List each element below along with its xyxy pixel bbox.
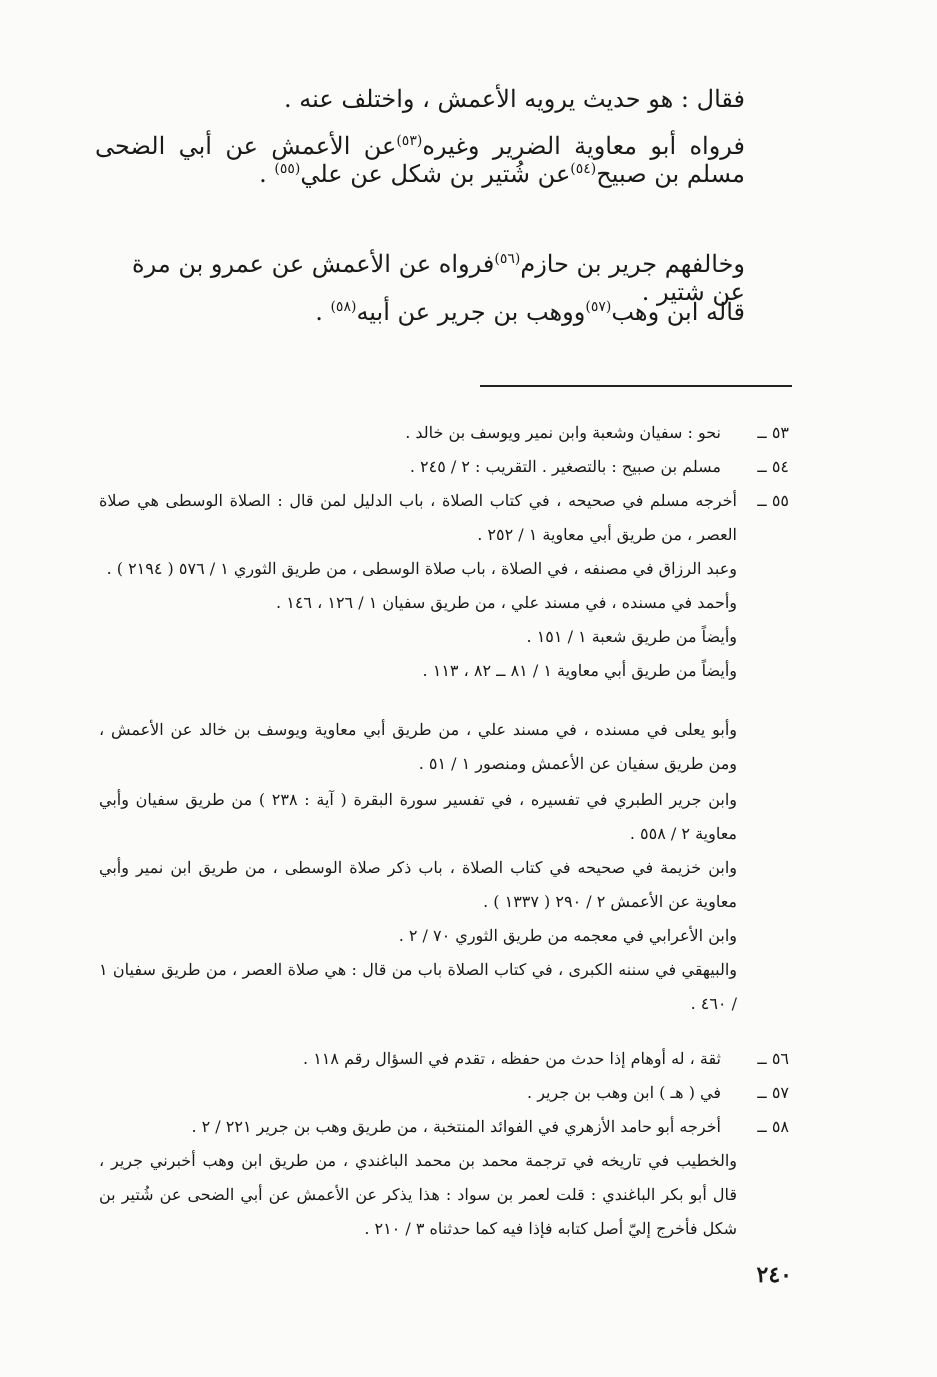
footnote-58-cont-1: والخطيب في تاريخه في ترجمة محمد بن محمد الباغندي ، من طريق ابن وهب أخبرني جرير ، قال أبو بكر الباغندي : قلت لعمر بن سواد : هذا يذكر عن الأعمش عن أبي الضحى عن شُتير بن شكل فأخرج إليّ أصل كتابه فإذا فيه كما حدثناه ٣ / ٢١٠ . [99,1151,737,1238]
footnote-55-cont-5: وأبو يعلى في مسنده ، في مسند علي ، من طريق أبي معاوية ويوسف بن خالد عن الأعمش ، ومن طريق سفيان عن الأعمش ومنصور ١ / ٥١ . [99,720,737,773]
footnote-55-text: أخرجه مسلم في صحيحه ، في كتاب الصلاة ، باب الدليل لمن قال : الصلاة الوسطى هي صلاة العصر ، من طريق أبي معاوية ١ / ٢٥٢ . [99,491,737,544]
footnote-text: ثقة ، له أوهام إذا حدث من حفظه ، تقدم في السؤال رقم ١١٨ . [303,1049,721,1068]
footnote-58 [99,1110,789,1144]
footnote-ref-57[interactable]: (٥٧) [585,299,612,315]
footnote-ref-58[interactable]: (٥٨) [330,299,357,315]
footnote-54 [99,450,789,484]
p2-text-d: . [259,160,275,188]
footnote-text: مسلم بن صبيح : بالتصغير . التقريب : ٢ / ٢٤٥ . [409,457,721,476]
page-number: ٢٤٠ [756,1262,792,1288]
paragraph-4 [95,298,745,326]
p2-text-c: عن شُتير بن شكل عن علي [300,160,571,188]
p2-text-b: عن الأعمش عن أبي الضحى مسلم بن صبيح [95,132,745,188]
footnote-divider [480,385,792,387]
footnote-text: أخرجه أبو حامد الأزهري في الفوائد المنتخبة ، من طريق وهب بن جرير ٢٢١ / ٢ . [191,1117,721,1136]
footnote-55-cont-3: وأيضاً من طريق شعبة ١ / ١٥١ . [526,627,737,646]
footnote-ref-55[interactable]: (٥٥) [274,161,301,177]
footnote-53 [99,416,789,450]
footnote-text: نحو : سفيان وشعبة وابن نمير ويوسف بن خالد . [405,423,721,442]
footnote-55-cont-4: وأيضاً من طريق أبي معاوية ١ / ٨١ ــ ٨٢ ، ١١٣ . [422,661,737,680]
footnote-number: ٥٤ ــ [757,457,789,476]
footnote-55-cont-6: وابن جرير الطبري في تفسيره ، في تفسير سورة البقرة ( آية : ٢٣٨ ) من طريق سفيان وأبي معاوية ٢ / ٥٥٨ . [99,790,737,843]
paragraph-1: فقال : هو حديث يرويه الأعمش ، واختلف عنه . [284,85,745,113]
footnote-57 [99,1076,789,1110]
footnote-number: ٥٧ ــ [757,1083,789,1102]
footnote-56 [99,1042,789,1076]
footnote-number: ٥٣ ــ [757,423,789,442]
p4-text-a: قاله ابن وهب [611,298,745,326]
footnote-55-cont-2: وأحمد في مسنده ، في مسند علي ، من طريق سفيان ١ / ١٢٦ ، ١٤٦ . [276,593,737,612]
footnote-number: ٥٥ ــ [757,491,789,510]
p4-text-b: ووهب بن جرير عن أبيه [356,298,586,326]
paragraph-2 [95,132,745,188]
p2-text-a: فرواه أبو معاوية الضرير وغيره [422,132,745,160]
footnote-number: ٥٨ ــ [757,1117,789,1136]
footnote-55-cont-1: وعبد الرزاق في مصنفه ، في الصلاة ، باب صلاة الوسطى ، من طريق الثوري ١ / ٥٧٦ ( ٢١٩٤ ) . [106,559,737,578]
p3-text-b: فرواه عن الأعمش عن عمرو بن مرة عن شتير . [132,250,745,306]
footnote-55-cont-9: والبيهقي في سننه الكبرى ، في كتاب الصلاة باب من قال : هي صلاة العصر ، من طريق سفيان ١ / ٤٦٠ . [99,960,737,1013]
footnote-ref-56[interactable]: (٥٦) [494,251,521,267]
footnote-ref-54[interactable]: (٥٤) [570,161,597,177]
p3-text-a: وخالفهم جرير بن حازم [520,250,745,278]
p4-text-c: . [315,298,331,326]
footnote-55-cont-7: وابن خزيمة في صحيحه في كتاب الصلاة ، باب ذكر صلاة الوسطى ، من طريق ابن نمير وأبي معاوية عن الأعمش ٢ / ٢٩٠ ( ١٣٣٧ ) . [99,858,737,911]
footnote-text: في ( هـ ) ابن وهب بن جرير . [527,1083,721,1102]
footnote-55-cont-8: وابن الأعرابي في معجمه من طريق الثوري ٧٠ / ٢ . [398,926,737,945]
footnote-ref-53[interactable]: (٥٣) [396,133,423,149]
footnote-number: ٥٦ ــ [757,1049,789,1068]
